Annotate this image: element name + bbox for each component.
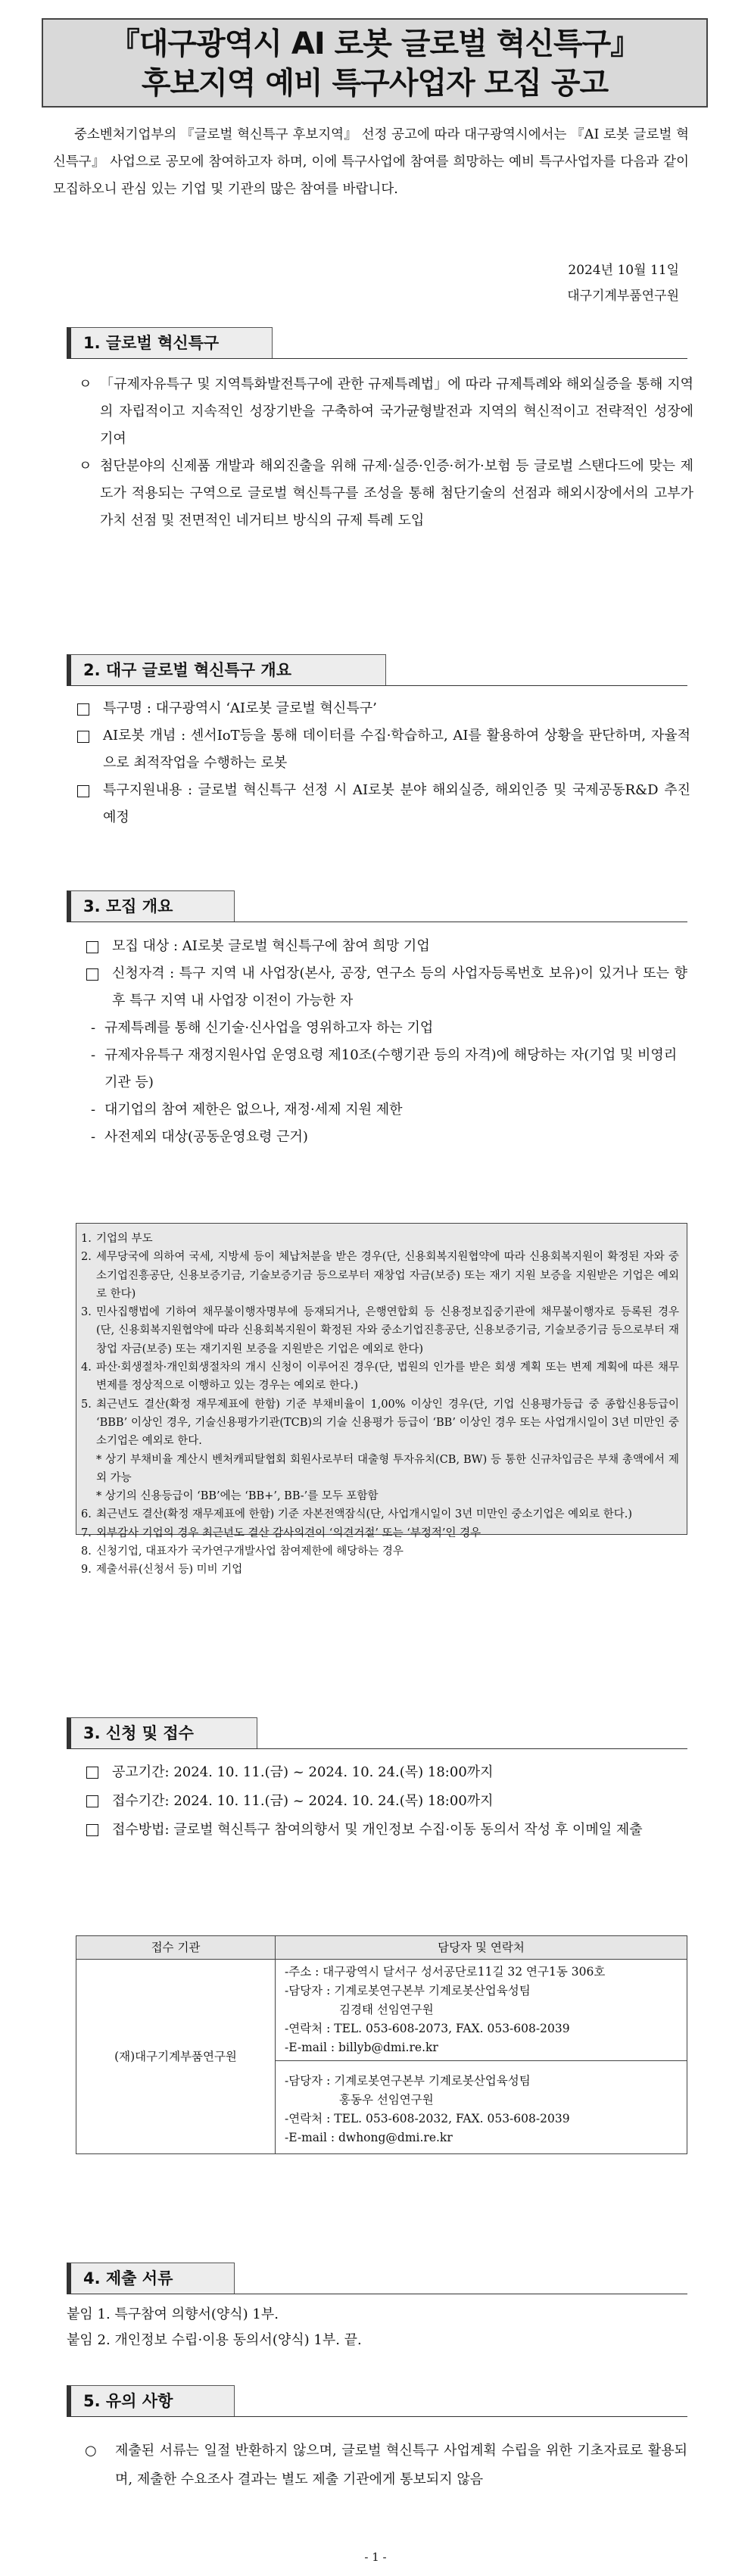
section-divider-apply (67, 1748, 687, 1749)
title-line-2: 후보지역 예비 특구사업자 모집 공고 (141, 66, 609, 101)
dash-item: - 사전제외 대상(공동운영요령 근거) (91, 1124, 687, 1151)
contact-table (76, 1935, 687, 2154)
notes-content (85, 2437, 687, 2494)
person-line: -담당자 : 기계로봇연구본부 기계로봇산업육성팀 (285, 2074, 531, 2088)
exclusion-item: 8. 신청기업, 대표자가 국가연구개발사업 참여제한에 해당하는 경우 (81, 1545, 404, 1558)
table-header-row (76, 1936, 687, 1960)
apply-content (85, 1758, 687, 1845)
exclusion-item: 9. 제출서류(신청서 등) 미비 기업 (81, 1564, 243, 1576)
phone-line: -연락처 : TEL. 053-608-2032, FAX. 053-608-2039 (285, 2112, 570, 2125)
header-org: 접수 기관 (76, 1936, 276, 1960)
dash-marker: - (91, 1102, 96, 1118)
phone-line: -연락처 : TEL. 053-608-2073, FAX. 053-608-2039 (285, 2022, 570, 2035)
checkbox-square-icon (77, 703, 89, 716)
issuer-name: 대구기계부품연구원 (567, 288, 679, 304)
section2-item: 특구지원내용 : 글로벌 혁신특구 선정 시 AI로봇 분야 해외실증, 해외인증 및 국제공동R&D 추진 예정 (76, 777, 690, 831)
dash-item: - 규제자유특구 재정지원사업 운영요령 제10조(수행기관 등의 자격)에 해당하는 자(기업 및 비영리기관 등) (91, 1042, 687, 1096)
dash-marker: - (91, 1129, 96, 1145)
exclusion-item: 6. 최근년도 결산(확정 재무제표에 한함) 기준 자본전액잠식(단, 사업개시일이 3년 미만인 중소기업은 예외로 한다.) (81, 1508, 633, 1521)
circle-bullet-icon: ㅇ (79, 458, 92, 474)
email-link[interactable]: -E-mail : billyb@dmi.re.kr (285, 2041, 438, 2054)
checkbox-square-icon (77, 785, 89, 797)
checkbox-square-icon (86, 1824, 98, 1836)
section-divider-notes (67, 2416, 687, 2417)
section-heading-apply: 3. 신청 및 접수 (67, 1717, 257, 1749)
section2-content (76, 695, 690, 831)
title-line-1: 『대구광역시 AI 로봇 글로벌 혁신특구』 (109, 27, 640, 61)
contact-cell (276, 1960, 687, 2061)
section3-item: 모집 대상 : AI로봇 글로벌 혁신특구에 참여 희망 기업 (85, 933, 687, 960)
section2-item: 특구명 : 대구광역시 ‘AI로봇 글로벌 혁신특구’ (76, 695, 690, 722)
dash-marker: - (91, 1020, 96, 1036)
dash-marker: - (91, 1047, 96, 1063)
checkbox-square-icon (86, 941, 98, 953)
section-divider-2 (67, 685, 687, 686)
org-cell: (재)대구기계부품연구원 (76, 1960, 276, 2154)
header-contact: 담당자 및 연락처 (276, 1936, 687, 1960)
contact-cell (276, 2061, 687, 2154)
exclusion-item: 5. 최근년도 결산(확정 재무제표에 한함) 기준 부채비율이 1,00% 이상인 경우(단, 기업 신용평가등급 중 종합신용등급이 ‘BBB’ 이상인 경우, 기술신용평가기관(TCB)의 기술 신용평가 등급이 ‘BB’ 이상인 경우 또는 사업개시일이 3년 미만인 중소기업은 예외로 한다. (81, 1398, 679, 1448)
table-row (76, 1960, 687, 2061)
notes-bullet: ○ 제출된 서류는 일절 반환하지 않으며, 글로벌 혁신특구 사업계획 수립을 위한 기초자료로 활용되며, 제출한 수요조사 결과는 별도 제출 기관에게 통보되지 않음 (85, 2437, 687, 2494)
exclusion-item: 7. 외부감사 기업의 경우 최근년도 결산 감사의견이 ‘의견거절’ 또는 ‘부정적’인 경우 (81, 1527, 481, 1539)
exclusion-item: 1. 기업의 부도 (81, 1233, 153, 1245)
section-heading-1: 1. 글로벌 혁신특구 (67, 327, 273, 359)
circle-bullet-icon: ㅇ (79, 376, 92, 392)
section-heading-submit: 4. 제출 서류 (67, 2263, 235, 2294)
exclusion-item: 4. 파산·회생절차·개인회생절차의 개시 신청이 이루어진 경우(단, 법원의 인가를 받은 회생 계획 또는 변제 계획에 따른 채무변제를 정상적으로 이행하고 있는 경우는 예외로 한다.) (81, 1361, 679, 1392)
section3-item: 신청자격 : 특구 지역 내 사업장(본사, 공장, 연구소 등의 사업자등록번호 보유)이 있거나 또는 향후 특구 지역 내 사업장 이전이 가능한 자 (85, 960, 687, 1015)
checkbox-square-icon (86, 1795, 98, 1807)
checkbox-square-icon (86, 1767, 98, 1779)
section3-content (85, 933, 687, 1151)
checkbox-square-icon (86, 968, 98, 981)
submit-content (67, 2302, 687, 2353)
section-divider-1 (67, 358, 687, 359)
exclusion-item: 3. 민사집행법에 기하여 채무불이행자명부에 등재되거나, 은행연합회 등 신용정보집중기관에 채무불이행자로 등록된 경우(단, 신용회복지원협약에 따라 신용회복지원이 확정된 자와 중소기업진흥공단, 신용보증기금, 기술보증기금 등으로부터 재창업 자금(보증) 또는 재기지원 보증을 지원받은 기업은 예외로 한다) (81, 1306, 679, 1355)
page-number: - 1 - (364, 2550, 387, 2564)
section-heading-3: 3. 모집 개요 (67, 890, 235, 922)
exclusion-footnote: * 상기 부채비율 계산시 벤처캐피탈협회 회원사로부터 대출형 투자유치(CB, BW) 등 통한 신규차입금은 부채 총액에서 제외 가능 (96, 1453, 679, 1484)
exclusion-criteria-box (76, 1223, 687, 1576)
section1-bullet: ㅇ 첨단분야의 신제품 개발과 해외진출을 위해 규제·실증·인증·허가·보험 등 글로벌 스탠다드에 맞는 제도가 적용되는 구역으로 글로벌 혁신특구를 조성을 통해 첨단기술의 선점과 해외시장에서의 고부가가치 선점 및 전면적인 네거티브 방식의 규제 특례 도입 (79, 453, 693, 535)
person-name: 김경태 선임연구원 (339, 2003, 434, 2016)
section2-item: AI로봇 개념 : 센서IoT등을 통해 데이터를 수집·학습하고, AI를 활용하여 상황을 판단하며, 자율적으로 최적작업을 수행하는 로봇 (76, 722, 690, 777)
section3-dash-list (85, 1015, 687, 1151)
person-name: 홍동우 선임연구원 (339, 2093, 434, 2107)
email-link[interactable]: -E-mail : dwhong@dmi.re.kr (285, 2131, 453, 2144)
intro-paragraph: 중소벤처기업부의 『글로벌 혁신특구 후보지역』 선정 공고에 따라 대구광역시에서는 『AI 로봇 글로벌 혁신특구』 사업으로 공모에 참여하고자 하며, 이에 특구사업에 참여를 희망하는 예비 특구사업자를 다음과 같이 모집하오니 관심 있는 기업 및 기관의 많은 참여를 바랍니다. (53, 127, 689, 197)
section-heading-notes: 5. 유의 사항 (67, 2385, 235, 2417)
section1-content (79, 371, 693, 535)
section-heading-2: 2. 대구 글로벌 혁신특구 개요 (67, 654, 386, 686)
announcement-title (42, 18, 708, 108)
dash-item: - 규제특례를 통해 신기술·신사업을 영위하고자 하는 기업 (91, 1015, 687, 1042)
attachment-item: 붙임 1. 특구참여 의향서(양식) 1부. (67, 2306, 279, 2322)
attachment-item: 붙임 2. 개인정보 수립·이용 동의서(양식) 1부. 끝. (67, 2332, 362, 2348)
apply-item: 공고기간: 2024. 10. 11.(금) ~ 2024. 10. 24.(목) 18:00까지 (85, 1758, 687, 1787)
dash-item: - 대기업의 참여 제한은 없으나, 재정·세제 지원 제한 (91, 1096, 687, 1124)
issue-info (567, 257, 679, 309)
issue-date: 2024년 10월 11일 (568, 263, 679, 278)
exclusion-item: 2. 세무당국에 의하여 국세, 지방세 등이 체납처분을 받은 경우(단, 신용회복지원협약에 따라 신용회복지원이 확정된 자와 중소기업진흥공단, 신용보증기금, 기술보증기금 등으로부터 재창업 자금(보증) 또는 재기 지원 보증을 지원받은 기업은 예외로 한다) (81, 1251, 679, 1300)
address-line: -주소 : 대구광역시 달서구 성서공단로11길 32 연구1동 306호 (285, 1965, 606, 1979)
exclusion-footnote: * 상기의 신용등급이 ‘BB’에는 ‘BB+’, BB-’를 모두 포함함 (96, 1490, 379, 1503)
checkbox-square-icon (77, 731, 89, 743)
apply-item: 접수방법: 글로벌 혁신특구 참여의향서 및 개인정보 수집·이동 동의서 작성 후 이메일 제출 (85, 1816, 687, 1845)
apply-item: 접수기간: 2024. 10. 11.(금) ~ 2024. 10. 24.(목) 18:00까지 (85, 1787, 687, 1816)
section1-bullet: ㅇ 「규제자유특구 및 지역특화발전특구에 관한 규제특례법」에 따라 규제특례와 해외실증을 통해 지역의 자립적이고 지속적인 성장기반을 구축하여 국가균형발전과 지역의 혁신적이고 전략적인 성장에 기여 (79, 371, 693, 453)
circle-bullet-icon: ○ (85, 2443, 97, 2459)
person-line: -담당자 : 기계로봇연구본부 기계로봇산업육성팀 (285, 1984, 531, 1997)
